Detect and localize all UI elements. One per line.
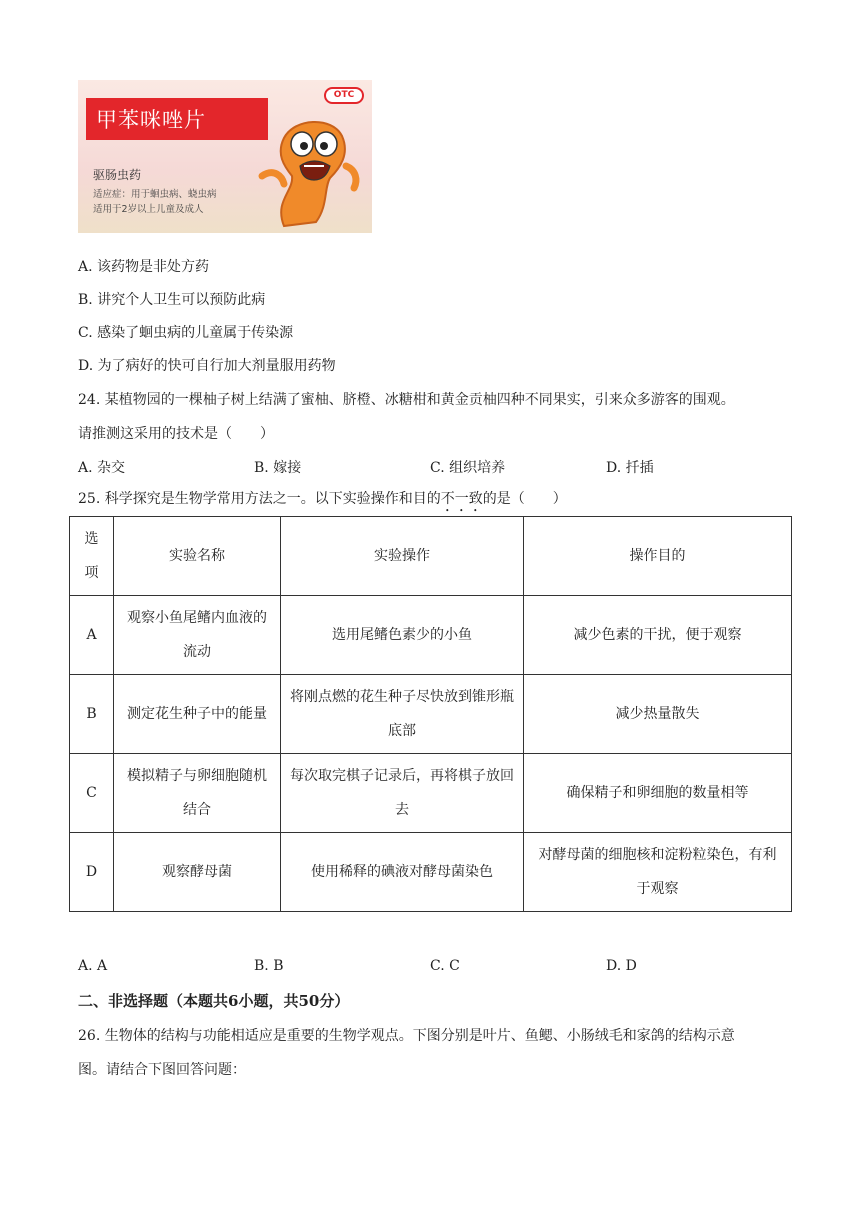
cell-operation: 选用尾鳍色素少的小鱼	[281, 596, 524, 675]
q23-option-d: D. 为了病好的快可自行加大剂量服用药物	[78, 358, 336, 374]
cell-purpose: 减少色素的干扰，便于观察	[524, 596, 792, 675]
medicine-box-image	[78, 80, 372, 233]
cell-experiment-name: 模拟精子与卵细胞随机结合	[114, 754, 281, 833]
q25-option-c: C. C	[430, 958, 460, 974]
cell-experiment-name: 观察酵母菌	[114, 833, 281, 912]
q25-stem-pre: 25. 科学探究是生物学常用方法之一。以下实验操作和目的	[78, 491, 441, 507]
q24-stem-line2: 请推测这采用的技术是（ ）	[78, 426, 274, 442]
cell-purpose: 确保精子和卵细胞的数量相等	[524, 754, 792, 833]
cell-experiment-name: 测定花生种子中的能量	[114, 675, 281, 754]
table-row	[70, 596, 792, 675]
q24-option-c: C. 组织培养	[430, 460, 506, 476]
q24-option-a: A. 杂交	[78, 460, 126, 476]
section-heading: 二、非选择题（本题共6小题，共50分）	[78, 992, 350, 1010]
q24-stem-line1: 24. 某植物园的一棵柚子树上结满了蜜柚、脐橙、冰糖柑和黄金贡柚四种不同果实，引来众多游客的围观。	[78, 392, 735, 408]
drug-category: 驱肠虫药	[93, 168, 142, 182]
worm-cartoon-icon	[254, 106, 364, 231]
drug-age-range: 适用于2岁以上儿童及成人	[93, 204, 204, 215]
header-option: 选项	[70, 517, 114, 596]
cell-operation: 每次取完棋子记录后，再将棋子放回去	[281, 754, 524, 833]
q24-option-b: B. 嫁接	[254, 460, 302, 476]
table-row	[70, 754, 792, 833]
q23-option-b: B. 讲究个人卫生可以预防此病	[78, 292, 266, 308]
header-purpose: 操作目的	[524, 517, 792, 596]
q26-stem-line1: 26. 生物体的结构与功能相适应是重要的生物学观点。下图分别是叶片、鱼鳃、小肠绒毛和家鸽的结构示意	[78, 1028, 735, 1044]
cell-operation: 使用稀释的碘液对酵母菌染色	[281, 833, 524, 912]
q25-option-d: D. D	[606, 958, 637, 974]
table-row	[70, 675, 792, 754]
cell-purpose: 对酵母菌的细胞核和淀粉粒染色，有利于观察	[524, 833, 792, 912]
table-header-row	[70, 517, 792, 596]
cell-purpose: 减少热量散失	[524, 675, 792, 754]
q23-option-c: C. 感染了蛔虫病的儿童属于传染源	[78, 325, 294, 341]
cell-experiment-name: 观察小鱼尾鳍内血液的流动	[114, 596, 281, 675]
header-experiment-name: 实验名称	[114, 517, 281, 596]
otc-badge: OTC	[324, 87, 364, 104]
q26-stem-line2: 图。请结合下图回答问题：	[78, 1062, 246, 1078]
table-row	[70, 833, 792, 912]
cell-option: B	[70, 675, 114, 754]
q25-stem	[78, 488, 567, 515]
q25-option-b: B. B	[254, 958, 284, 974]
q25-stem-emphasis: 不一致	[440, 491, 483, 507]
q24-option-d: D. 扦插	[606, 460, 654, 476]
experiment-table	[69, 516, 792, 912]
cell-operation: 将刚点燃的花生种子尽快放到锥形瓶底部	[281, 675, 524, 754]
cell-option: A	[70, 596, 114, 675]
header-operation: 实验操作	[281, 517, 524, 596]
cell-option: C	[70, 754, 114, 833]
q25-option-a: A. A	[78, 958, 108, 974]
q23-option-a: A. 该药物是非处方药	[78, 259, 210, 275]
q25-stem-post: 的是（ ）	[482, 491, 567, 507]
cell-option: D	[70, 833, 114, 912]
drug-indication: 适应症：用于蛔虫病、蛲虫病	[93, 189, 217, 200]
drug-name: 甲苯咪唑片	[96, 108, 206, 132]
